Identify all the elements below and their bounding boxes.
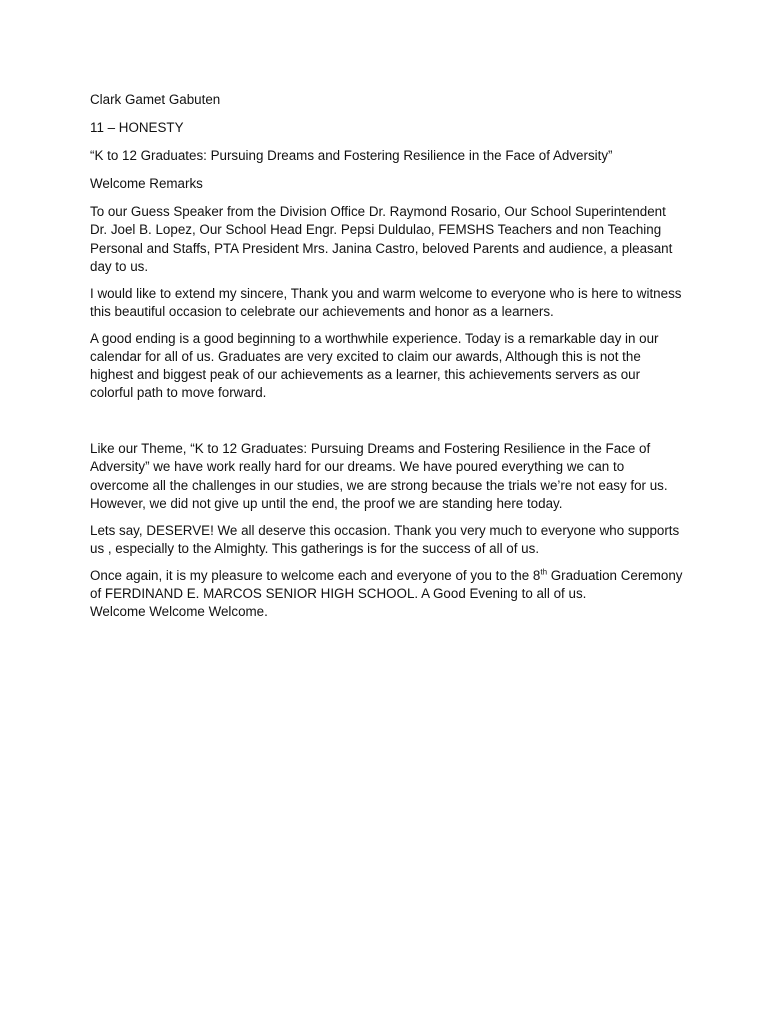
paragraph-welcome: I would like to extend my sincere, Thank you and warm welcome to everyone who is here to witness this beautiful occasion to celebrate our achievements and honor as a learners. (90, 285, 682, 319)
theme-title: “K to 12 Graduates: Pursuing Dreams and Fostering Resilience in the Face of Adversity” (90, 148, 613, 164)
paragraph-good-ending: A good ending is a good beginning to a worthwhile experience. Today is a remarkable day in our calendar for all of us. Graduates are very excited to claim our awards, Although this is not the highest and biggest peak of our achievements as a learner, this achievements servers as our colorful path to move forward. (90, 330, 659, 401)
ordinal-suffix: th (540, 567, 548, 577)
paragraph-deserve: Lets say, DESERVE! We all deserve this occasion. Thank you very much to everyone who supports us , especially to the Almighty. This gatherings is for the success of all of us. (90, 522, 680, 556)
document-body (90, 91, 686, 621)
closing-last-line: Welcome Welcome Welcome. (90, 604, 268, 620)
speech-heading: Welcome Remarks (90, 176, 203, 192)
author-name: Clark Gamet Gabuten (90, 92, 221, 107)
paragraph-salutation: To our Guess Speaker from the Division Office Dr. Raymond Rosario, Our School Superintendent Dr. Joel B. Lopez, Our School Head Engr. Pepsi Duldulao, FEMSHS Teachers and non Teaching Personal and Staffs, PTA President Mrs. Janina Castro, beloved Parents and audience, a pleasant day to us. (90, 204, 673, 274)
closing-text-start: Once again, it is my pleasure to welcome each and everyone of you to the 8 (90, 567, 541, 583)
closing-text-end: Graduation Ceremony of FERDINAND E. MARCOS SENIOR HIGH SCHOOL. A Good Evening to all of us. (90, 567, 683, 601)
paragraph-theme: Like our Theme, “K to 12 Graduates: Pursuing Dreams and Fostering Resilience in the Face of Adversity” we have work really hard for our dreams. We have poured everything we can to overcome all the challenges in our studies, we are strong because the trials we’re not easy for us. However, we did not give up until the end, the proof we are standing here today. (90, 441, 668, 511)
paragraph-closing (90, 567, 686, 603)
section-label: 11 – HONESTY (90, 120, 184, 136)
